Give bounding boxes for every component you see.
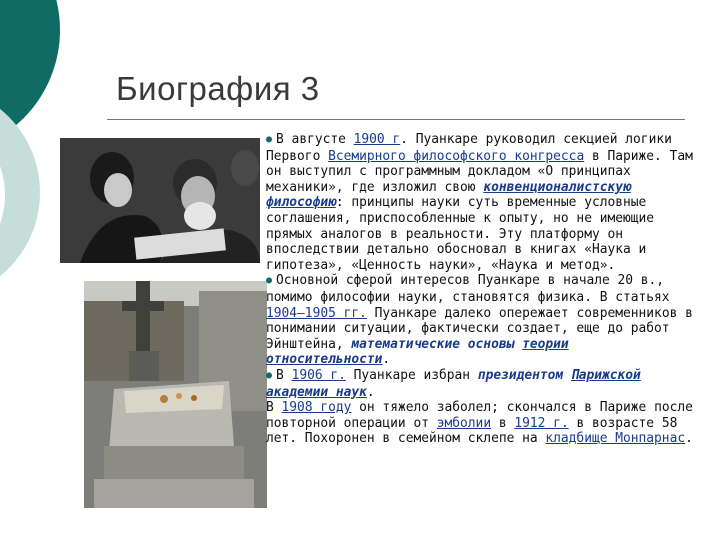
- text: : принципы науки суть временные условные соглашения, приспособленные к опыту, но не имеющие прямых аналогов в реальности. Эту платформу он впоследствии детально обосновал в книгах «Наука и гипотеза», «Ценность науки», «Наука и метод».: [266, 195, 655, 273]
- link-1900[interactable]: 1900 г: [353, 132, 401, 147]
- paragraph-physics: [266, 273, 694, 368]
- text: в: [491, 415, 515, 431]
- link-1908[interactable]: 1908 году: [281, 400, 352, 416]
- link-montparnasse[interactable]: кладбище Монпарнас: [545, 431, 686, 447]
- link-1906[interactable]: 1906 г.: [291, 367, 346, 383]
- math-foundations-text: математические основы: [351, 336, 515, 352]
- link-relativity[interactable]: теории относительности: [266, 336, 569, 368]
- text: [514, 337, 522, 352]
- text: в Париже. Там он выступил с программным докладом «О принципах механики», где изложил свою: [266, 148, 693, 195]
- link-conventionalism[interactable]: конвенционалистскую философию: [266, 179, 631, 211]
- paragraph-1906: [266, 368, 694, 400]
- photo-grave: [84, 281, 267, 508]
- link-academy[interactable]: Парижской академии наук: [266, 367, 641, 400]
- text: .: [366, 384, 375, 400]
- link-embolism[interactable]: эмболии: [436, 415, 492, 431]
- link-1904-1905[interactable]: 1904—1905 гг.: [266, 305, 367, 321]
- text: . Пуанкаре руководил секцией логики Первого: [266, 132, 672, 164]
- title-divider: [107, 119, 685, 120]
- bullet-icon: ●: [266, 275, 273, 287]
- paragraph-1900: [266, 132, 694, 273]
- biography-text: [266, 132, 694, 447]
- text: в возрасте 58 лет. Похоронен в семейном склепе на: [266, 415, 678, 447]
- text: В: [276, 367, 292, 383]
- link-congress[interactable]: Всемирного философского конгресса: [328, 148, 585, 164]
- text: Пуанкаре избран: [345, 367, 478, 383]
- text: .: [685, 431, 693, 447]
- text: В августе: [276, 132, 354, 147]
- paragraph-death: [266, 400, 694, 447]
- text: Основной сферой интересов Пуанкаре в начале 20 в., помимо философии науки, становятся физика. В статьях: [266, 273, 670, 305]
- text: .: [382, 352, 391, 368]
- text: Пуанкаре далеко опережает современников в понимании ситуации, фактически создает, еще до работ Эйнштейна,: [266, 305, 693, 352]
- president-text: президентом: [477, 367, 564, 383]
- bullet-icon: ●: [266, 134, 273, 145]
- text: он тяжело заболел; скончался в Париже после повторной операции от: [266, 400, 693, 431]
- link-1912[interactable]: 1912 г.: [514, 415, 569, 431]
- text: В: [266, 400, 282, 416]
- bullet-icon: ●: [266, 369, 273, 381]
- slide-title: Биография 3: [116, 70, 320, 107]
- text: [563, 368, 571, 383]
- photo-people-reading: [60, 138, 260, 263]
